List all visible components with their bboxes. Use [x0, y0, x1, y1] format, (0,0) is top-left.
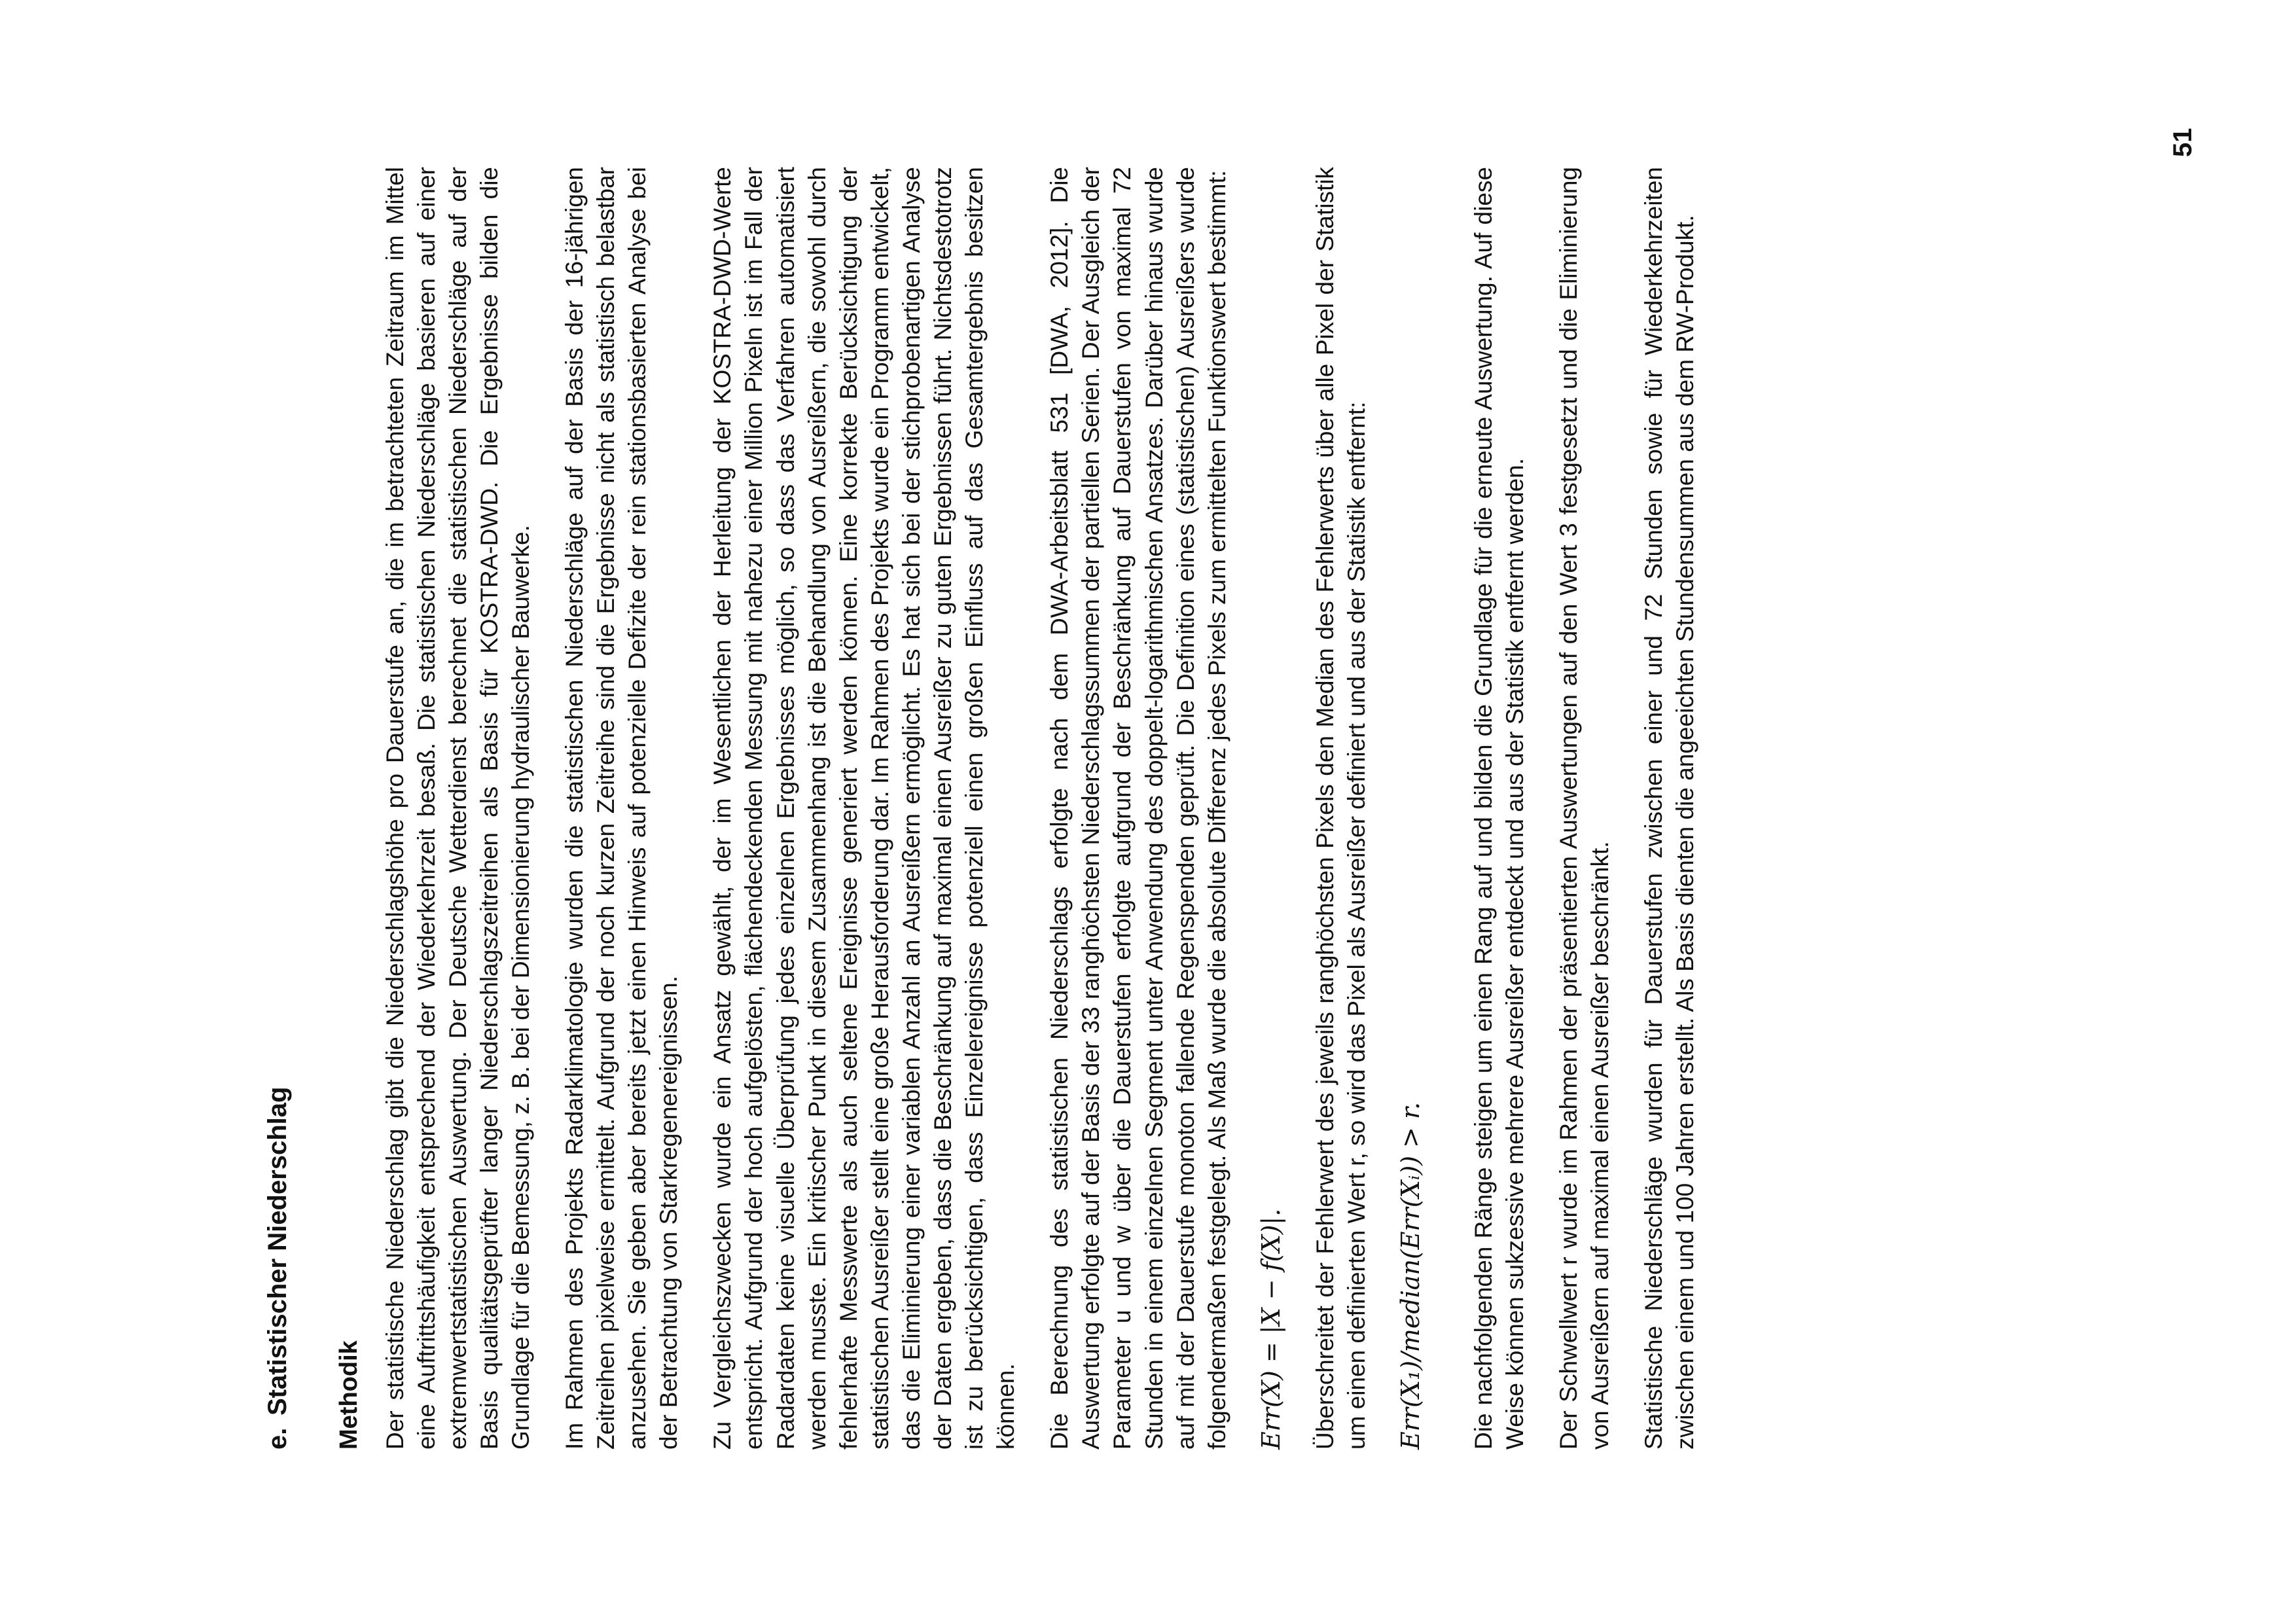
paragraph-outlier-definition: Überschreitet der Fehlerwert des jeweils ranghöchsten Pixels den Median des Fehlerwerts über alle Pixel der Statistik um einen definierten Wert r, so wird das Pixel als Ausreißer definiert und aus der Statistik entfernt: [1312, 167, 1371, 1450]
page-number: 51 [2168, 128, 2197, 157]
section-number: e. [263, 1427, 292, 1450]
subsection-heading: Methodik [335, 1340, 363, 1450]
formula-outlier-criterion: Err(X₁)/median(Err(Xᵢ)) > r. [1396, 1101, 1426, 1450]
paragraph-ranks: Die nachfolgenden Ränge steigen um einen Rang auf und bilden die Grundlage für die erneute Auswertung. Auf diese Weise können sukzessive mehrere Ausreißer entdeckt und aus der Statistik entfernt werden. [1469, 167, 1528, 1450]
section-title: Statistischer Niederschlag [263, 1086, 292, 1416]
section-heading [262, 167, 293, 1450]
paragraph-definition: Der statistische Niederschlag gibt die Niederschlagshöhe pro Dauerstufe an, die im betrachteten Zeitraum im Mittel eine Auftrittshäufigkeit entsprechend der Wiederkehrzeit besaß. Die statistischen Niederschläge basieren auf einer extremwertstatistischen Auswertung. Der Deutsche Wetterdienst berechnet die statistischen Niederschläge auf der Basis qualitätsgeprüfter langer Niederschlagszeitreihen als Basis für KOSTRA-DWD. Die Ergebnisse bilden die Grundlage für die Bemessung, z. B. bei der Dimensionierung hydraulischer Bauwerke. [381, 167, 534, 1450]
paragraph-durations: Statistische Niederschläge wurden für Dauerstufen zwischen einer und 72 Stunden sowie für Wiederkehrzeiten zwischen einem und 100 Jahren erstellt. Als Basis dienten die angeeichten Stundensummen aus dem RW-Produkt. [1640, 167, 1699, 1450]
paragraph-radar-climatology: Im Rahmen des Projekts Radarklimatologie wurden die statistischen Niederschläge auf der Basis der 16-jährigen Zeitreihen pixelweise ermittelt. Aufgrund der noch kurzen Zeitreihe sind die Ergebnisse nicht als statistisch belastbar anzusehen. Sie geben aber bereits jetzt einen Hinweis auf potenzielle Defizite der rein stationsbasierten Analyse bei der Betrachtung von Starkregenereignissen. [560, 167, 683, 1450]
paragraph-calculation: Die Berechnung des statistischen Niederschlags erfolgte nach dem DWA-Arbeitsblatt 531 [DWA, 2012]. Die Auswertung erfolgte auf der Basis der 33 ranghöchsten Niederschlagssummen der partiellen Serien. Der Ausgleich der Parameter u und w über die Dauerstufen erfolgte aufgrund der Beschränkung auf Dauerstufen von maximal 72 Stunden in einem einzelnen Segment unter Anwendung des doppelt-logarithmischen Ansatzes. Darüber hinaus wurde auf mit der Dauerstufe monoton fallende Regenspenden geprüft. Die Definition eines (statistischen) Ausreißers wurde folgendermaßen festgelegt. Als Maß wurde die absolute Differenz jedes Pixels zum ermittelten Funktionswert bestimmt: [1046, 167, 1230, 1450]
paragraph-comparison-approach: Zu Vergleichszwecken wurde ein Ansatz gewählt, der im Wesentlichen der Herleitung der KOSTRA-DWD-Werte entspricht. Aufgrund der hoch aufgelösten, flächendeckenden Messung mit nahezu einer Million Pixeln ist im Fall der Radardaten keine visuelle Überprüfung jedes einzelnen Ergebnisses möglich, so dass das Verfahren automatisiert werden musste. Ein kritischer Punkt in diesem Zusammenhang ist die Behandlung von Ausreißern, die sowohl durch fehlerhafte Messwerte als auch seltene Ereignisse generiert werden können. Eine korrekte Berücksichtigung der statistischen Ausreißer stellt eine große Herausforderung dar. Im Rahmen des Projekts wurde ein Programm entwickelt, das die Eliminierung einer variablen Anzahl an Ausreißern ermöglicht. Es hat sich bei der stichprobenartigen Analyse der Daten ergeben, dass die Beschränkung auf maximal einen Ausreißer zu guten Ergebnissen führt. Nichtsdestotrotz ist zu berücksichtigen, dass Einzelereignisse potenziell einen großen Einfluss auf das Gesamtergebnis besitzen können. [709, 167, 1020, 1450]
paragraph-threshold: Der Schwellwert r wurde im Rahmen der präsentierten Auswertungen auf den Wert 3 festgesetzt und die Eliminierung von Ausreißern auf maximal einen Ausreißer beschränkt. [1555, 167, 1614, 1450]
page-content [262, 167, 1723, 1450]
formula-error-definition: Err(X) = |X − f(X)|. [1256, 1208, 1285, 1450]
